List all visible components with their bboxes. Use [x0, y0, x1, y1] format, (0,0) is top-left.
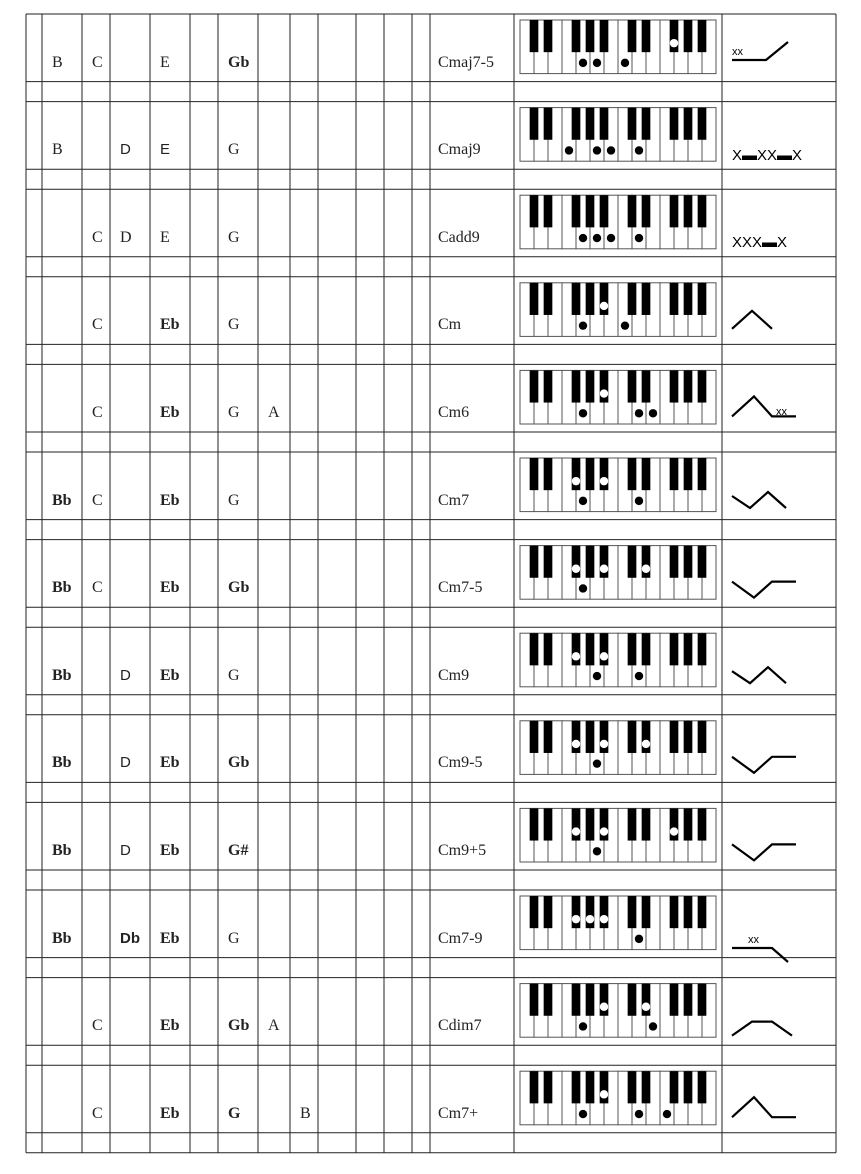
keyboard-diagram	[642, 808, 651, 840]
keyboard-diagram	[607, 234, 615, 242]
note-cell: D	[120, 141, 131, 159]
keyboard-diagram	[684, 896, 693, 928]
note-cell: Eb	[160, 1017, 180, 1035]
keyboard-diagram	[670, 633, 679, 665]
note-cell: C	[92, 491, 103, 509]
keyboard-diagram	[544, 896, 553, 928]
keyboard-diagram	[572, 195, 581, 227]
keyboard-diagram	[572, 652, 580, 660]
chord-name: Cmaj7-5	[438, 53, 494, 71]
keyboard-diagram	[642, 370, 651, 402]
keyboard-diagram	[642, 633, 651, 665]
note-cell: C	[92, 579, 103, 597]
melodic-contour	[732, 1097, 796, 1117]
keyboard-diagram	[663, 1110, 671, 1118]
keyboard-diagram	[544, 633, 553, 665]
note-cell: Eb	[160, 491, 180, 509]
keyboard-diagram	[698, 458, 707, 490]
melodic-contour	[732, 1022, 792, 1036]
note-cell: Eb	[160, 666, 180, 684]
keyboard-diagram	[579, 321, 587, 329]
keyboard-diagram	[600, 915, 608, 923]
keyboard-diagram	[544, 195, 553, 227]
keyboard-diagram	[642, 1003, 650, 1011]
chord-name: Cadd9	[438, 228, 480, 246]
melodic-contour	[732, 948, 788, 962]
keyboard-diagram	[586, 20, 595, 52]
note-cell: G	[228, 228, 240, 246]
keyboard-diagram	[530, 984, 539, 1016]
note-cell: Eb	[160, 404, 180, 421]
note-cell: Eb	[160, 842, 180, 859]
keyboard-diagram	[698, 984, 707, 1016]
chord-name: Cm9	[438, 666, 470, 684]
keyboard-diagram	[586, 808, 595, 840]
keyboard-diagram	[635, 672, 643, 680]
keyboard-diagram	[698, 1071, 707, 1103]
keyboard-diagram	[600, 389, 608, 397]
keyboard-diagram	[628, 108, 637, 140]
keyboard-diagram	[698, 546, 707, 578]
keyboard-diagram	[684, 108, 693, 140]
note-cell: A	[268, 1017, 280, 1035]
note-cell: G	[228, 666, 240, 684]
keyboard-diagram	[628, 546, 637, 578]
chord-name: Cm	[438, 316, 462, 334]
keyboard-diagram	[586, 283, 595, 315]
keyboard-diagram	[586, 984, 595, 1016]
keyboard-diagram	[684, 984, 693, 1016]
note-cell: G	[228, 141, 240, 159]
note-cell: Eb	[160, 754, 180, 772]
keyboard-diagram	[607, 146, 615, 154]
keyboard-diagram	[593, 59, 601, 67]
keyboard-diagram	[684, 721, 693, 753]
note-cell: Eb	[160, 929, 180, 947]
note-cell: C	[92, 228, 103, 246]
note-cell: G	[228, 491, 240, 509]
keyboard-diagram	[670, 283, 679, 315]
note-cell: C	[92, 1104, 103, 1122]
keyboard-diagram	[684, 458, 693, 490]
keyboard-diagram	[621, 321, 629, 329]
keyboard-diagram	[670, 1071, 679, 1103]
note-cell: B	[52, 53, 63, 71]
keyboard-diagram	[530, 721, 539, 753]
keyboard-diagram	[670, 458, 679, 490]
keyboard-diagram	[628, 458, 637, 490]
keyboard-diagram	[572, 370, 581, 402]
keyboard-diagram	[649, 1022, 657, 1030]
note-cell: C	[92, 53, 103, 71]
keyboard-diagram	[635, 234, 643, 242]
keyboard-diagram	[530, 633, 539, 665]
keyboard-diagram	[544, 721, 553, 753]
keyboard-diagram	[684, 808, 693, 840]
keyboard-diagram	[579, 59, 587, 67]
chord-name: Cm7+	[438, 1104, 479, 1122]
note-cell: D	[120, 754, 131, 772]
keyboard-diagram	[544, 283, 553, 315]
keyboard-diagram	[628, 808, 637, 840]
keyboard-diagram	[600, 827, 608, 835]
chord-name: Cm9-5	[438, 754, 483, 772]
note-cell: D	[120, 842, 131, 859]
keyboard-diagram	[635, 1110, 643, 1118]
keyboard-diagram	[698, 370, 707, 402]
keyboard-diagram	[586, 721, 595, 753]
keyboard-diagram	[600, 477, 608, 485]
keyboard-diagram	[698, 283, 707, 315]
note-cell: Gb	[228, 754, 250, 772]
note-cell: Db	[120, 929, 140, 947]
keyboard-diagram	[530, 108, 539, 140]
keyboard-diagram	[642, 195, 651, 227]
keyboard-diagram	[670, 896, 679, 928]
melodic-contour	[732, 311, 772, 329]
note-cell: Bb	[52, 754, 72, 772]
melodic-contour	[732, 667, 786, 683]
keyboard-diagram	[530, 20, 539, 52]
note-cell: C	[92, 404, 103, 421]
keyboard-diagram	[579, 497, 587, 505]
chord-name: Cmaj9	[438, 141, 481, 159]
keyboard-diagram	[579, 1110, 587, 1118]
note-cell: G	[228, 404, 240, 421]
keyboard-diagram	[628, 195, 637, 227]
keyboard-diagram	[670, 827, 678, 835]
keyboard-diagram	[684, 633, 693, 665]
keyboard-diagram	[572, 283, 581, 315]
keyboard-diagram	[684, 546, 693, 578]
keyboard-diagram	[586, 108, 595, 140]
keyboard-diagram	[586, 1071, 595, 1103]
note-cell: E	[160, 53, 170, 71]
keyboard-diagram	[670, 546, 679, 578]
keyboard-diagram	[586, 915, 594, 923]
contour-mark: X▬XX▬X	[732, 146, 803, 164]
keyboard-diagram	[572, 477, 580, 485]
keyboard-diagram	[628, 633, 637, 665]
note-cell: D	[120, 666, 131, 684]
keyboard-diagram	[670, 195, 679, 227]
keyboard-diagram	[544, 984, 553, 1016]
keyboard-diagram	[600, 565, 608, 573]
keyboard-diagram	[600, 1003, 608, 1011]
note-cell: D	[120, 228, 132, 246]
keyboard-diagram	[586, 458, 595, 490]
keyboard-diagram	[544, 108, 553, 140]
keyboard-diagram	[544, 1071, 553, 1103]
keyboard-diagram	[544, 808, 553, 840]
note-cell: C	[92, 1017, 103, 1035]
keyboard-diagram	[530, 896, 539, 928]
keyboard-diagram	[600, 195, 609, 227]
keyboard-diagram	[530, 195, 539, 227]
keyboard-diagram	[698, 20, 707, 52]
keyboard-diagram	[572, 1071, 581, 1103]
keyboard-diagram	[579, 584, 587, 592]
keyboard-diagram	[642, 108, 651, 140]
keyboard-diagram	[600, 20, 609, 52]
keyboard-diagram	[684, 370, 693, 402]
keyboard-diagram	[670, 984, 679, 1016]
chord-name: Cm7	[438, 491, 470, 509]
keyboard-diagram	[642, 565, 650, 573]
melodic-contour	[732, 582, 796, 598]
keyboard-diagram	[572, 108, 581, 140]
keyboard-diagram	[670, 39, 678, 47]
keyboard-diagram	[698, 633, 707, 665]
keyboard-diagram	[600, 740, 608, 748]
keyboard-diagram	[628, 721, 637, 753]
keyboard-diagram	[593, 847, 601, 855]
note-cell: C	[92, 316, 103, 334]
keyboard-diagram	[642, 20, 651, 52]
note-cell: E	[160, 141, 171, 159]
keyboard-diagram	[572, 565, 580, 573]
contour-mark: xx	[748, 934, 759, 946]
keyboard-diagram	[600, 108, 609, 140]
note-cell: Bb	[52, 666, 72, 684]
keyboard-diagram	[684, 283, 693, 315]
keyboard-diagram	[572, 740, 580, 748]
keyboard-diagram	[544, 370, 553, 402]
melodic-contour	[732, 757, 796, 773]
keyboard-diagram	[565, 146, 573, 154]
note-cell: Gb	[228, 1017, 250, 1035]
keyboard-diagram	[635, 497, 643, 505]
keyboard-diagram	[586, 195, 595, 227]
melodic-contour	[732, 844, 796, 860]
note-cell: A	[268, 404, 280, 421]
keyboard-diagram	[544, 546, 553, 578]
keyboard-diagram	[649, 409, 657, 417]
note-cell: G	[228, 316, 240, 334]
note-cell: Eb	[160, 1104, 180, 1122]
keyboard-diagram	[670, 108, 679, 140]
keyboard-diagram	[593, 234, 601, 242]
note-cell: Bb	[52, 929, 72, 947]
keyboard-diagram	[684, 1071, 693, 1103]
keyboard-diagram	[579, 409, 587, 417]
keyboard-diagram	[621, 59, 629, 67]
keyboard-diagram	[642, 458, 651, 490]
keyboard-diagram	[572, 984, 581, 1016]
contour-mark: xx	[776, 406, 787, 419]
keyboard-diagram	[698, 896, 707, 928]
chord-name: Cdim7	[438, 1017, 482, 1035]
melodic-contour	[732, 492, 786, 508]
note-cell: Eb	[160, 579, 180, 597]
keyboard-diagram	[628, 283, 637, 315]
contour-mark: xx	[732, 46, 743, 58]
note-cell: G	[228, 929, 240, 947]
keyboard-diagram	[635, 409, 643, 417]
keyboard-diagram	[698, 195, 707, 227]
keyboard-diagram	[684, 20, 693, 52]
note-cell: G#	[228, 842, 249, 859]
note-cell: Gb	[228, 579, 250, 597]
note-cell: B	[52, 141, 63, 159]
keyboard-diagram	[684, 195, 693, 227]
keyboard-diagram	[642, 283, 651, 315]
keyboard-diagram	[579, 234, 587, 242]
note-cell: Eb	[160, 316, 180, 334]
keyboard-diagram	[642, 896, 651, 928]
keyboard-diagram	[698, 721, 707, 753]
keyboard-diagram	[593, 146, 601, 154]
keyboard-diagram	[628, 20, 637, 52]
keyboard-diagram	[628, 896, 637, 928]
note-cell: Bb	[52, 579, 72, 597]
keyboard-diagram	[642, 1071, 651, 1103]
keyboard-diagram	[530, 1071, 539, 1103]
note-cell: Bb	[52, 491, 72, 509]
keyboard-diagram	[670, 721, 679, 753]
contour-mark: XXX▬X	[732, 234, 788, 252]
chord-name: Cm7-5	[438, 579, 483, 597]
keyboard-diagram	[628, 1071, 637, 1103]
keyboard-diagram	[579, 1022, 587, 1030]
keyboard-diagram	[670, 370, 679, 402]
note-cell: G	[228, 1104, 241, 1122]
keyboard-diagram	[530, 370, 539, 402]
keyboard-diagram	[600, 302, 608, 310]
chord-name: Cm9+5	[438, 842, 487, 859]
chord-name: Cm7-9	[438, 929, 483, 947]
keyboard-diagram	[593, 672, 601, 680]
keyboard-diagram	[635, 146, 643, 154]
keyboard-diagram	[530, 546, 539, 578]
keyboard-diagram	[572, 20, 581, 52]
keyboard-diagram	[530, 458, 539, 490]
keyboard-diagram	[642, 740, 650, 748]
keyboard-diagram	[586, 633, 595, 665]
keyboard-diagram	[593, 759, 601, 767]
keyboard-diagram	[572, 827, 580, 835]
keyboard-diagram	[600, 652, 608, 660]
keyboard-diagram	[586, 546, 595, 578]
keyboard-diagram	[544, 458, 553, 490]
note-cell: Gb	[228, 53, 250, 71]
keyboard-diagram	[698, 108, 707, 140]
keyboard-diagram	[530, 283, 539, 315]
chord-name: Cm6	[438, 404, 470, 421]
keyboard-diagram	[544, 20, 553, 52]
keyboard-diagram	[600, 1090, 608, 1098]
keyboard-diagram	[572, 915, 580, 923]
keyboard-diagram	[628, 984, 637, 1016]
keyboard-diagram	[698, 808, 707, 840]
keyboard-diagram	[635, 935, 643, 943]
keyboard-diagram	[586, 370, 595, 402]
note-cell: B	[300, 1104, 311, 1122]
keyboard-diagram	[628, 370, 637, 402]
note-cell: Bb	[52, 842, 72, 859]
keyboard-diagram	[530, 808, 539, 840]
note-cell: E	[160, 228, 170, 246]
